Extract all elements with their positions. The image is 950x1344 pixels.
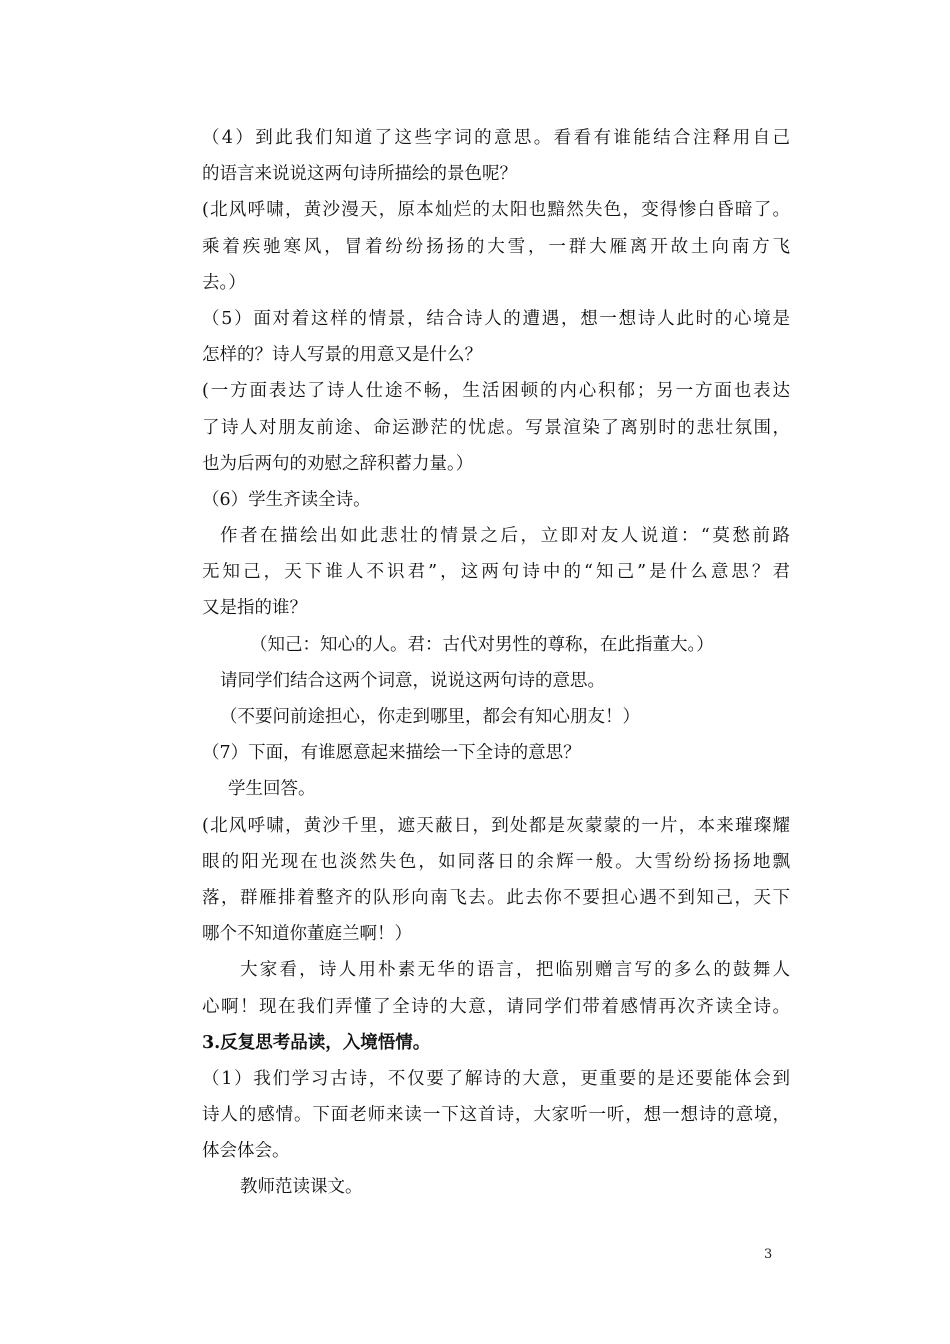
text-line: 怎样的？诗人写景的用意又是什么？ <box>202 345 482 366</box>
text-line: 体会体会。 <box>202 1141 290 1162</box>
text-line: (北风呼啸，黄沙漫天，原本灿烂的太阳也黯然失色，变得惨白昏暗了。 <box>202 200 790 221</box>
text-line: 学生回答。 <box>228 779 316 800</box>
text-line: （1）我们学习古诗，不仅要了解诗的大意，更重要的是还要能体会到 <box>202 1068 790 1089</box>
text-line: 请同学们结合这两个词意，说说这两句诗的意思。 <box>220 670 605 691</box>
page-number: 3 <box>764 1247 773 1262</box>
text-line: 哪个不知道你董庭兰啊！） <box>202 924 412 945</box>
text-line: 无知己，天下谁人不识君”，这两句诗中的“知己”是什么意思？君 <box>202 562 790 583</box>
text-line: 教师范读课文。 <box>240 1177 363 1198</box>
text-line: 去。） <box>202 272 246 293</box>
text-line: （知己：知心的人。君：古代对男性的尊称，在此指董大。） <box>250 634 714 655</box>
text-line: 心啊！现在我们弄懂了全诗的大意，请同学们带着感情再次齐读全诗。 <box>202 996 790 1017</box>
text-line: （不要问前途担心，你走到哪里，都会有知心朋友！） <box>220 707 640 727</box>
text-line: 眼的阳光现在也淡然失色，如同落日的余辉一般。大雪纷纷扬扬地飘 <box>202 851 790 872</box>
text-line: 作者在描绘出如此悲壮的情景之后，立即对友人说道：“莫愁前路 <box>220 526 790 547</box>
text-line: 了诗人对朋友前途、命运渺茫的忧虑。写景渲染了离别时的悲壮氛围， <box>202 417 790 438</box>
page-body <box>202 120 790 1206</box>
text-line: 又是指的谁？ <box>202 598 307 619</box>
text-line: （5）面对着这样的情景，结合诗人的遭遇，想一想诗人此时的心境是 <box>202 308 790 329</box>
text-line: 也为后两句的劝慰之辞积蓄力量。） <box>202 453 474 474</box>
text-line: （6）学生齐读全诗。 <box>202 489 371 510</box>
text-line: (北风呼啸，黄沙千里，遮天蔽日，到处都是灰蒙蒙的一片，本来璀璨耀 <box>202 815 790 836</box>
text-line: 的语言来说说这两句诗所描绘的景色呢？ <box>202 164 517 185</box>
text-line: 诗人的感情。下面老师来读一下这首诗，大家听一听，想一想诗的意境， <box>202 1105 790 1126</box>
text-line: 乘着疾驰寒风，冒着纷纷扬扬的大雪，一群大雁离开故土向南方飞 <box>202 236 790 257</box>
section-heading: 3.反复思考品读，入境悟情。 <box>202 1032 431 1053</box>
text-line: (一方面表达了诗人仕途不畅，生活困顿的内心积郁；另一方面也表达 <box>202 381 790 402</box>
text-line: 落，群雁排着整齐的队形向南飞去。此去你不要担心遇不到知己，天下 <box>202 887 790 908</box>
text-line: 大家看，诗人用朴素无华的语言，把临别赠言写的多么的鼓舞人 <box>240 960 790 981</box>
text-line: （7）下面，有谁愿意起来描绘一下全诗的意思？ <box>202 743 581 764</box>
text-line: （4）到此我们知道了这些字词的意思。看看有谁能结合注释用自己 <box>202 128 790 148</box>
